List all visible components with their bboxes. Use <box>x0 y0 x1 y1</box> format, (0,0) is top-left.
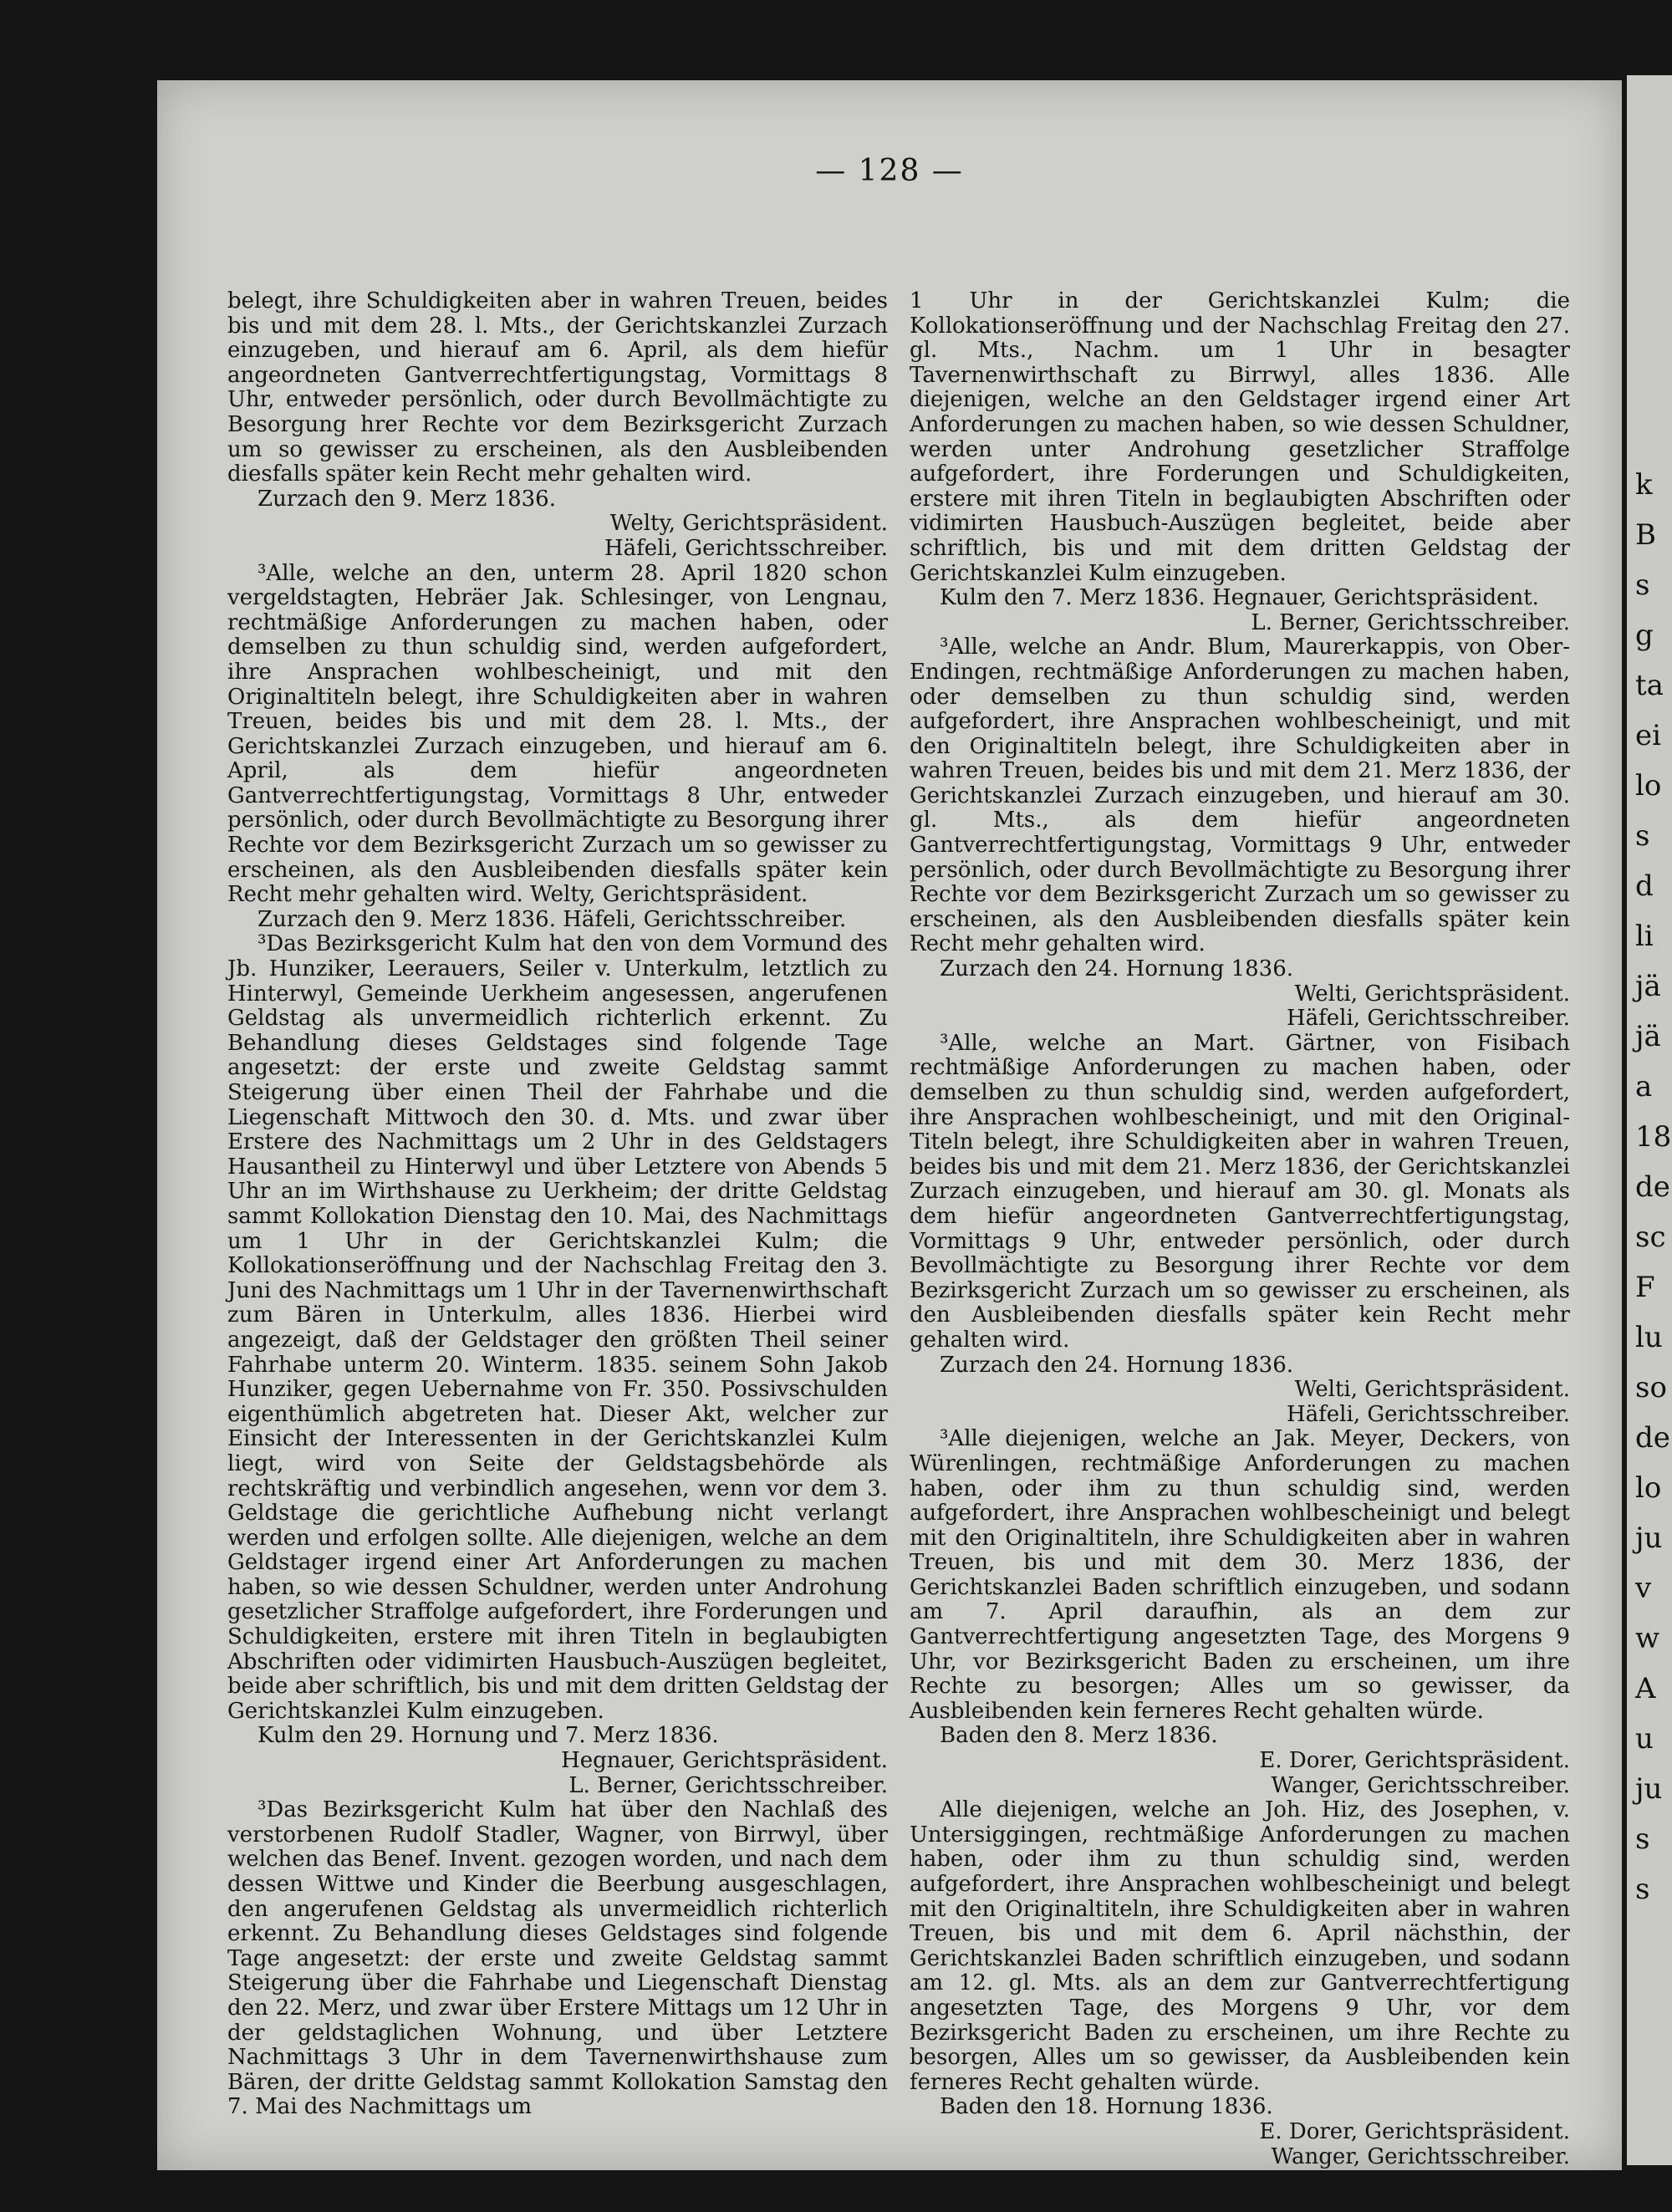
adjacent-page-fragment: de <box>1635 1170 1670 1204</box>
place-date-line: Kulm den 29. Hornung und 7. Merz 1836. <box>257 1723 719 1749</box>
adjacent-page-fragment: lu <box>1635 1321 1663 1354</box>
place-date-line: Kulm den 7. Merz 1836. Hegnauer, Gerichtspräsident. <box>940 585 1539 611</box>
signature-line: Häfeli, Gerichtsschreiber. <box>1287 1006 1570 1032</box>
signature-line: Welti, Gerichtspräsident. <box>1294 1377 1570 1403</box>
place-date-line: Baden den 18. Hornung 1836. <box>940 2094 1273 2120</box>
adjacent-page-fragment: sc <box>1635 1221 1666 1254</box>
signature-line: Welty, Gerichtspräsident. <box>609 511 888 537</box>
notice-paragraph: ³Alle diejenigen, welche an Jak. Meyer, Deckers, von Würenlingen, rechtmäßige Anforderungen zu machen haben, oder ihm zu thun schuldig sind, werden aufgefordert, ihre Ansprachen wohlbescheinigt und belegt mit den Originaltiteln, ihre Schuldigkeiten aber in wahren Treuen, bis und mit dem 30. Merz 1836, der Gerichtskanzlei Baden schriftlich einzugeben, und sodann am 7. April daraufhin, als an dem zur Gantverrechtfertigung angesetzten Tage, des Morgens 9 Uhr, vor Bezirksgericht Baden zu erscheinen, um ihre Rechte zu besorgen; Alles um so gewisser, da Ausbleibenden kein ferneres Recht gehalten würde. <box>910 1426 1570 1724</box>
adjacent-page-fragment: v <box>1635 1572 1652 1605</box>
adjacent-page-fragment: lo <box>1635 1471 1662 1505</box>
signature-line: L. Berner, Gerichtsschreiber. <box>568 1772 888 1798</box>
adjacent-page-fragment: s <box>1635 1873 1650 1906</box>
signature-line: E. Dorer, Gerichtspräsident. <box>1259 1748 1570 1774</box>
signature-line: E. Dorer, Gerichtspräsident. <box>1259 2118 1570 2144</box>
signature-line: Häfeli, Gerichtsschreiber. <box>1287 1401 1570 1427</box>
signature-line: Häfeli, Gerichtsschreiber. <box>604 535 888 561</box>
notice-paragraph: Alle diejenigen, welche an Joh. Hiz, des Josephen, v. Untersiggingen, rechtmäßige Anforderungen zu machen haben, oder ihm zu thun schuldig sind, werden aufgefordert, ihre Ansprachen wohlbescheinigt und belegt mit den Originaltiteln, ihre Schuldigkeiten aber in wahren Treuen, bis und mit dem 6. April nächsthin, der Gerichtskanzlei Baden schriftlich einzugeben, und sodann am 12. gl. Mts. als an dem zur Gantverrechtfertigung angesetzten Tage, des Morgens 9 Uhr, vor dem Bezirksgericht Baden zu erscheinen, um ihre Rechte zu besorgen, Alles um so gewisser, da Ausbleibenden kein ferneres Recht gehalten würde. <box>910 1797 1570 2095</box>
adjacent-page-fragment: A <box>1635 1672 1656 1705</box>
adjacent-page-fragment: jä <box>1635 1020 1661 1053</box>
signature-line: Wanger, Gerichtsschreiber. <box>1271 1772 1570 1798</box>
notice-paragraph: ³Alle, welche an Mart. Gärtner, von Fisibach rechtmäßige Anforderungen zu machen haben, oder demselben zu thun schuldig sind, werden aufgefordert, ihre Ansprachen wohlbescheinigt, und mit den Original-Titeln belegt, ihre Schuldigkeiten aber in wahren Treuen, beides bis und mit dem 21. Merz 1836, der Gerichtskanzlei Zurzach einzugeben, und hierauf am 30. gl. Monats als dem hiefür angeordneten Gantverrechtfertigungstag, Vormittags 9 Uhr, entweder persönlich, oder durch Bevollmächtigte zu Besorgung ihrer Rechte vor dem Bezirksgericht Zurzach um so gewisser zu erscheinen, als den Ausbleibenden diesfalls später kein Recht mehr gehalten wird. <box>910 1030 1570 1353</box>
adjacent-page-edge <box>1627 75 1672 2165</box>
adjacent-page-fragment: li <box>1635 920 1654 953</box>
page-number: — 128 — <box>815 154 964 188</box>
place-date-line: Baden den 8. Merz 1836. <box>940 1723 1218 1749</box>
left-column <box>227 289 888 2120</box>
notice-paragraph: ³Alle, welche an den, unterm 28. April 1820 schon vergeldstagten, Hebräer Jak. Schlesinger, von Lengnau, rechtmäßige Anforderungen zu machen haben, oder demselben zu thun schuldig sind, werden aufgefordert, ihre Ansprachen wohlbescheinigt, und mit den Originaltiteln belegt, ihre Schuldigkeiten aber in wahren Treuen, beides bis und mit dem 28. l. Mts., der Gerichtskanzlei Zurzach einzugeben, und hierauf am 6. April, als dem hiefür angeordneten Gantverrechtfertigungstag, Vormittags 8 Uhr, entweder persönlich, oder durch Bevollmächtigte zu Besorgung ihrer Rechte vor dem Bezirksgericht Zurzach um so gewisser zu erscheinen, als den Ausbleibenden diesfalls später kein Recht mehr gehalten wird. Welty, Gerichtspräsident. <box>227 560 888 908</box>
right-column <box>910 289 1570 2169</box>
place-date-line: Zurzach den 24. Hornung 1836. <box>940 956 1293 982</box>
signature-line: Wanger, Gerichtsschreiber. <box>1271 2143 1570 2169</box>
newspaper-page <box>157 80 1622 2170</box>
adjacent-page-fragment: s <box>1635 1822 1650 1856</box>
notice-paragraph: 1 Uhr in der Gerichtskanzlei Kulm; die Kollokationseröffnung und der Nachschlag Freitag den 27. gl. Mts., Nachm. um 1 Uhr in besagter Tavernenwirthschaft zu Birrwyl, alles 1836. Alle diejenigen, welche an den Geldstager irgend einer Art Anforderungen zu machen haben, so wie dessen Schuldner, werden unter Androhung gesetzlicher Straffolge aufgefordert, ihre Forderungen und Schuldigkeiten, erstere mit ihren Titeln in beglaubigten Abschriften oder vidimirten Hausbuch-Auszügen begleitet, beide aber schriftlich, bis und mit dem dritten Geldstag der Gerichtskanzlei Kulm einzugeben. <box>910 288 1570 586</box>
adjacent-page-fragment: de <box>1635 1421 1670 1455</box>
notice-paragraph: ³Alle, welche an Andr. Blum, Maurerkappis, von Ober-Endingen, rechtmäßige Anforderungen zu machen haben, oder demselben zu thun schuldig sind, werden aufgefordert, ihre Ansprachen wohlbescheinigt, und mit den Originaltiteln belegt, ihre Schuldigkeiten aber in wahren Treuen, beides bis und mit dem 21. Merz 1836, der Gerichtskanzlei Zurzach einzugeben, und hierauf am 30. gl. Mts., als dem hiefür angeordneten Gantverrechtfertigungstag, Vormittags 9 Uhr, entweder persönlich, oder durch Bevollmächtigte zu Besorgung ihrer Rechte vor dem Bezirksgericht Zurzach um so gewisser zu erscheinen, als den Ausbleibenden diesfalls später kein Recht mehr gehalten wird. <box>910 635 1570 957</box>
notice-paragraph: ³Das Bezirksgericht Kulm hat den von dem Vormund des Jb. Hunziker, Leerauers, Seiler v. Unterkulm, letztlich zu Hinterwyl, Gemeinde Uerkheim angesessen, angerufenen Geldstag als unvermeidlich richterlich erkennt. Zu Behandlung dieses Geldstages sind folgende Tage angesetzt: der erste und zweite Geldstag sammt Steigerung über einen Theil der Fahrhabe und die Liegenschaft Mittwoch den 30. d. Mts. und zwar über Erstere des Nachmittags um 2 Uhr in des Geldstagers Hausantheil zu Hinterwyl und über Letztere von Abends 5 Uhr an im Wirthshause zu Uerkheim; der dritte Geldstag sammt Kollokation Dienstag den 10. Mai, des Nachmittags um 1 Uhr in der Gerichtskanzlei Kulm; die Kollokationseröffnung und der Nachschlag Freitag den 3. Juni des Nachmittags um 1 Uhr in der Tavernenwirthschaft zum Bären in Unterkulm, alles 1836. Hierbei wird angezeigt, daß der Geldstager den größten Theil seiner Fahrhabe unterm 20. Winterm. 1835. seinem Sohn Jakob Hunziker, gegen Uebernahme von Fr. 350. Possivschulden eigenthümlich abgetreten hat. Dieser Akt, welcher zur Einsicht der Interessenten in der Gerichtskanzlei Kulm liegt, wird von Seite der Geldstagsbehörde als rechtskräftig und verbindlich angesehen, wenn vor dem 3. Geldstage die gerichtliche Aufhebung nicht verlangt werden und erfolgen sollte. Alle diejenigen, welche an dem Geldstager irgend einer Art Anforderungen zu machen haben, so wie dessen Schuldner, werden unter Androhung gesetzlicher Straffolge aufgefordert, ihre Forderungen und Schuldigkeiten, erstere mit ihren Titeln in beglaubigten Abschriften oder vidimirten Hausbuch-Auszügen begleitet, beide aber schriftlich, bis und mit dem dritten Geldstag der Gerichtskanzlei Kulm einzugeben. <box>227 931 888 1724</box>
signature-line: L. Berner, Gerichtsschreiber. <box>1251 609 1570 635</box>
adjacent-page-fragment: s <box>1635 568 1650 602</box>
adjacent-page-fragment: g <box>1635 619 1654 652</box>
adjacent-page-fragment: ju <box>1635 1521 1663 1555</box>
signature-line: Welti, Gerichtspräsident. <box>1294 981 1570 1007</box>
adjacent-page-fragment: a <box>1635 1070 1653 1103</box>
notice-paragraph: ³Das Bezirksgericht Kulm hat über den Nachlaß des verstorbenen Rudolf Stadler, Wagner, von Birrwyl, über welchen das Benef. Invent. gezogen worden, und nach dem dessen Wittwe und Kinder die Beerbung ausgeschlagen, den angerufenen Geldstag als unvermeidlich richterlich erkennt. Zu Behandlung dieses Geldstages sind folgende Tage angesetzt: der erste und zweite Geldstag sammt Steigerung über die Fahrhabe und Liegenschaft Dienstag den 22. Merz, und zwar über Erstere Mittags um 12 Uhr in der geldstaglichen Wohnung, und über Letztere Nachmittags 3 Uhr in dem Tavernenwirthshause zum Bären, der dritte Geldstag sammt Kollokation Samstag den 7. Mai des Nachmittags um <box>227 1797 888 2120</box>
adjacent-page-fragment: s <box>1635 819 1650 853</box>
place-date-line: Zurzach den 9. Merz 1836. Häfeli, Gerichtsschreiber. <box>257 906 847 932</box>
adjacent-page-fragment: jä <box>1635 970 1661 1003</box>
adjacent-page-fragment: d <box>1635 869 1654 903</box>
notice-paragraph: belegt, ihre Schuldigkeiten aber in wahren Treuen, beides bis und mit dem 28. l. Mts., der Gerichtskanzlei Zurzach einzugeben, und hierauf am 6. April, als dem hiefür angeordneten Gantverrechtfertigungstag, Vormittags 8 Uhr, entweder persönlich, oder durch Bevollmächtigte zu Besorgung hrer Rechte vor dem Bezirksgericht Zurzach um so gewisser zu erscheinen, als den Ausbleibenden diesfalls später kein Recht mehr gehalten wird. <box>227 288 888 487</box>
place-date-line: Zurzach den 24. Hornung 1836. <box>940 1352 1293 1378</box>
adjacent-page-fragment: u <box>1635 1722 1654 1756</box>
adjacent-page-fragment: B <box>1635 518 1656 552</box>
place-date-line: Zurzach den 9. Merz 1836. <box>257 486 556 512</box>
adjacent-page-fragment: 18 <box>1635 1120 1672 1154</box>
signature-line: Hegnauer, Gerichtspräsident. <box>561 1748 888 1774</box>
adjacent-page-fragment: F <box>1635 1271 1655 1304</box>
adjacent-page-fragment: w <box>1635 1622 1660 1655</box>
adjacent-page-fragment: lo <box>1635 769 1662 803</box>
adjacent-page-fragment: so <box>1635 1371 1667 1404</box>
adjacent-page-fragment: k <box>1635 468 1653 502</box>
adjacent-page-fragment: ju <box>1635 1772 1663 1806</box>
adjacent-page-fragment: ei <box>1635 719 1661 752</box>
adjacent-page-fragment: ta <box>1635 669 1664 702</box>
